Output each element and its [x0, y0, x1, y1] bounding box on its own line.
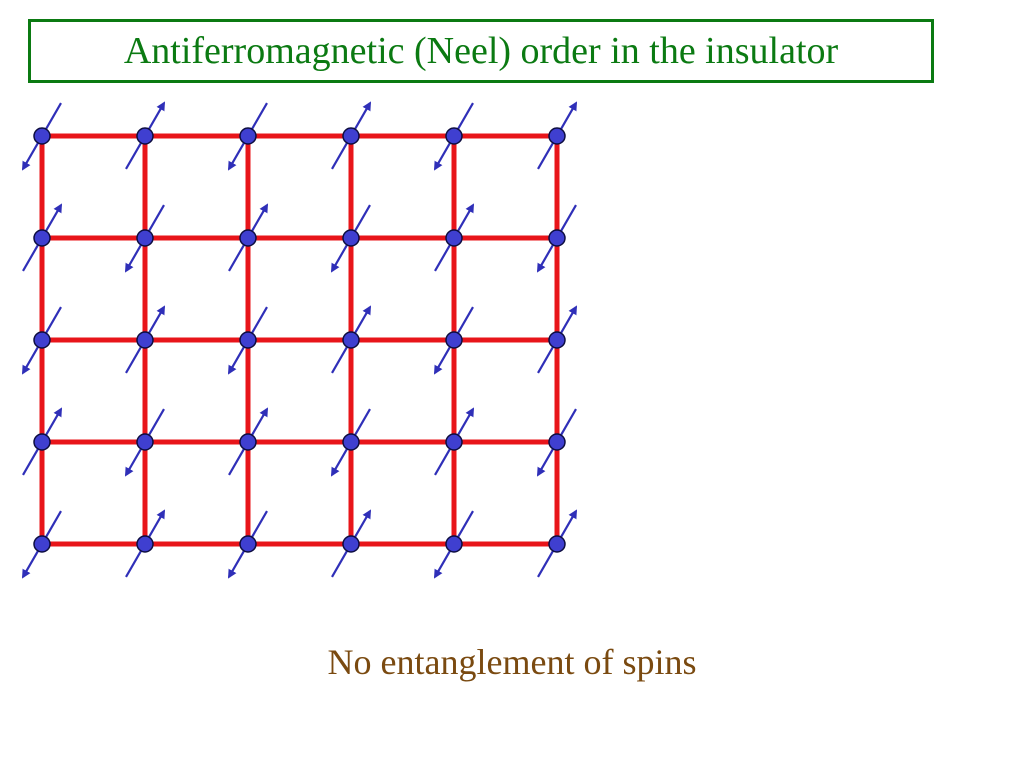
lattice-site [240, 128, 256, 144]
lattice-site [549, 230, 565, 246]
lattice-site [137, 230, 153, 246]
lattice-site [137, 434, 153, 450]
lattice-site [240, 332, 256, 348]
lattice-site [34, 536, 50, 552]
slide-title: Antiferromagnetic (Neel) order in the insulator [123, 30, 839, 72]
lattice-site [137, 332, 153, 348]
lattice-site [343, 128, 359, 144]
lattice-site [549, 536, 565, 552]
lattice-site [446, 434, 462, 450]
caption: No entanglement of spins [327, 642, 697, 682]
lattice-site [240, 230, 256, 246]
lattice-site [34, 332, 50, 348]
lattice-site [240, 536, 256, 552]
lattice-site [549, 434, 565, 450]
lattice-site [446, 536, 462, 552]
lattice-site [343, 434, 359, 450]
lattice-site [34, 434, 50, 450]
lattice-site [34, 230, 50, 246]
lattice-site [446, 128, 462, 144]
lattice-site [343, 536, 359, 552]
lattice-site [137, 128, 153, 144]
lattice-site [343, 230, 359, 246]
lattice-site [343, 332, 359, 348]
lattice-site [549, 128, 565, 144]
lattice-site [446, 332, 462, 348]
lattice-site [549, 332, 565, 348]
lattice-site [137, 536, 153, 552]
lattice-site [240, 434, 256, 450]
lattice-site [446, 230, 462, 246]
lattice-site [34, 128, 50, 144]
